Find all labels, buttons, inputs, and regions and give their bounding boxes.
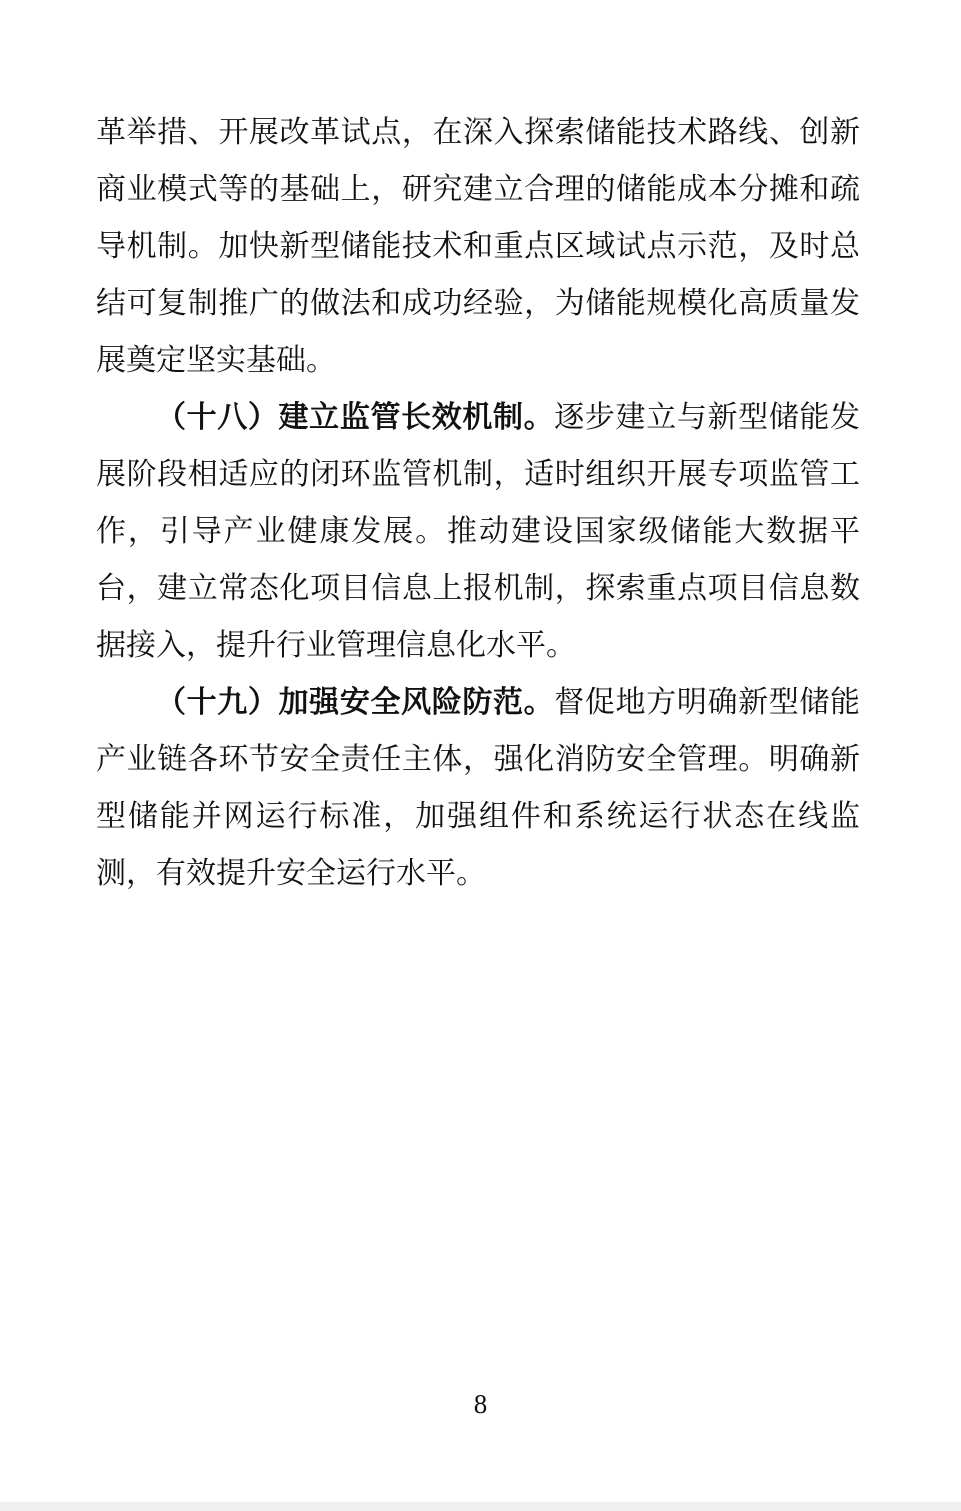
document-body <box>96 104 860 902</box>
paragraph-continuation-text: 革举措、开展改革试点，在深入探索储能技术路线、创新商业模式等的基础上，研究建立合理的储能成本分摊和疏导机制。加快新型储能技术和重点区域试点示范，及时总结可复制推广的做法和成功经验，为储能规模化高质量发展奠定坚实基础。 <box>96 116 860 377</box>
section-18-text: 逐步建立与新型储能发展阶段相适应的闭环监管机制，适时组织开展专项监管工作，引导产业健康发展。推动建设国家级储能大数据平台，建立常态化项目信息上报机制，探索重点项目信息数据接入，提升行业管理信息化水平。 <box>96 401 861 662</box>
section-18-heading: （十八）建立监管长效机制。 <box>156 401 555 434</box>
page-number: 8 <box>473 1389 488 1419</box>
paragraph-section-18 <box>96 389 860 674</box>
paragraph-section-19 <box>96 674 860 902</box>
paragraph-continuation <box>96 104 860 389</box>
section-19-heading: （十九）加强安全风险防范。 <box>156 686 555 719</box>
bottom-strip <box>0 1502 961 1511</box>
section-19-text: 督促地方明确新型储能产业链各环节安全责任主体，强化消防安全管理。明确新型储能并网运行标准，加强组件和系统运行状态在线监测，有效提升安全运行水平。 <box>96 686 861 890</box>
